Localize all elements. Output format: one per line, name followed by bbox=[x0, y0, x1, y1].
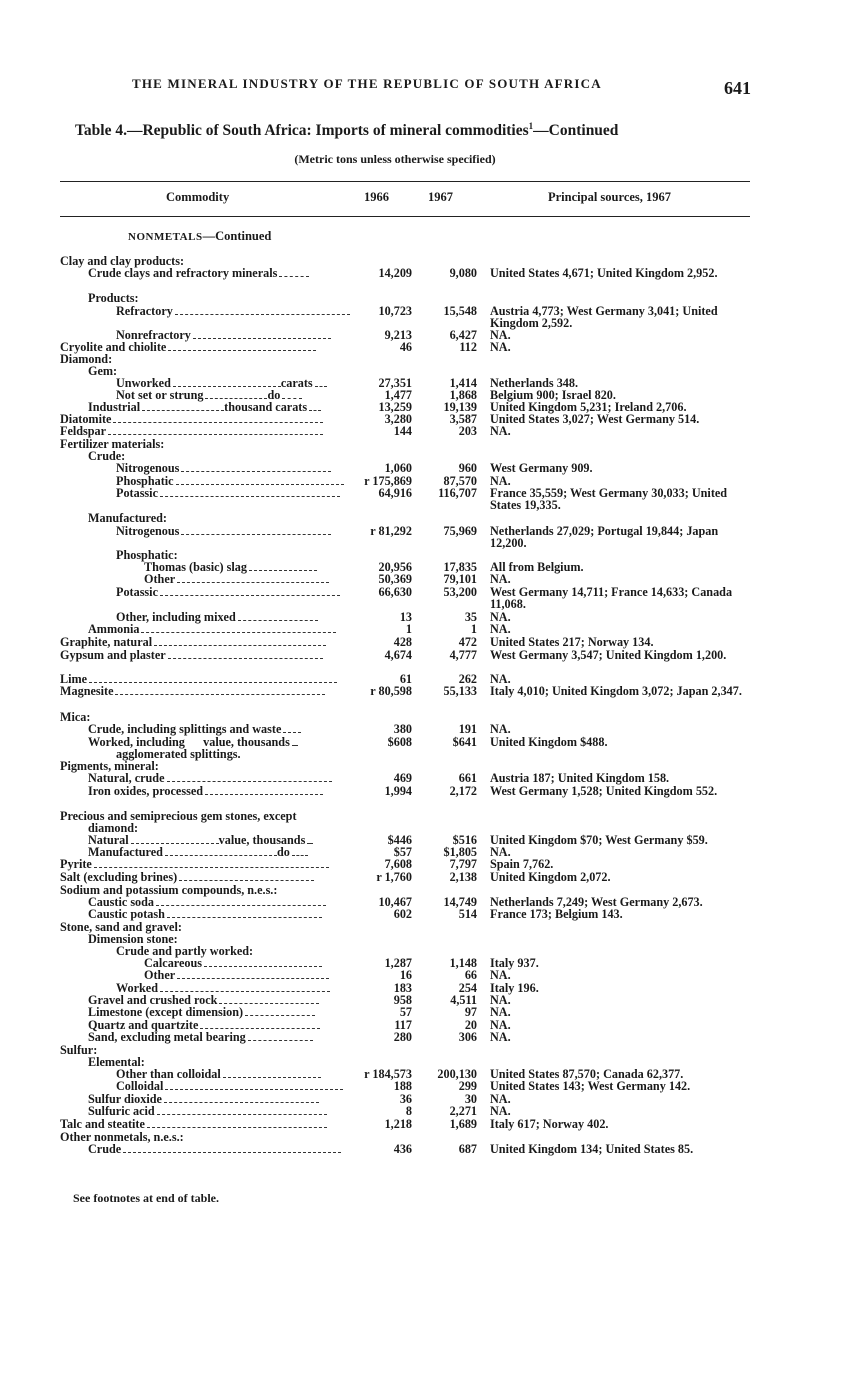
commodity-label: Other nonmetals, n.e.s.: bbox=[60, 1130, 184, 1144]
leader-dots bbox=[177, 573, 329, 583]
value-1966: 117 bbox=[394, 1018, 412, 1032]
commodity-cell bbox=[144, 573, 329, 586]
leader-dots bbox=[141, 623, 336, 633]
commodity-label: Cryolite and chiolite bbox=[60, 340, 167, 354]
commodity-label: Manufactured: bbox=[88, 511, 167, 525]
value-1967: 116,707 bbox=[438, 486, 477, 500]
leader-dots bbox=[160, 982, 330, 992]
commodity-label: Manufactured bbox=[88, 845, 163, 859]
value-1967: 2,138 bbox=[449, 870, 477, 884]
leader-dots bbox=[245, 1006, 315, 1016]
value-1966: 602 bbox=[393, 907, 412, 921]
leader-dots bbox=[279, 267, 309, 277]
leader-dots bbox=[113, 413, 323, 423]
value-1967: 79,101 bbox=[443, 572, 477, 586]
value-1966: 36 bbox=[399, 1092, 412, 1106]
unit-label: thousand carats bbox=[224, 400, 308, 414]
commodity-label: Dimension stone: bbox=[88, 932, 178, 946]
commodity-label: Sulfur dioxide bbox=[88, 1092, 162, 1106]
value-1967: 254 bbox=[458, 981, 477, 995]
table-header-rule bbox=[60, 216, 750, 217]
value-1966: 1 bbox=[405, 622, 412, 636]
leader-dots bbox=[309, 401, 321, 411]
commodity-label: Stone, sand and gravel: bbox=[60, 920, 182, 934]
leader-dots bbox=[165, 846, 277, 856]
value-1966: 8 bbox=[405, 1104, 412, 1118]
principal-sources: Italy 617; Norway 402. bbox=[490, 1117, 609, 1131]
commodity-label: Sulfuric acid bbox=[88, 1104, 155, 1118]
leader-dots bbox=[292, 846, 308, 856]
commodity-label: Crude clays and refractory minerals bbox=[88, 266, 278, 280]
leader-dots bbox=[115, 685, 325, 695]
commodity-label: Limestone (except dimension) bbox=[88, 1005, 244, 1019]
principal-sources: United Kingdom $70; West Germany $59. bbox=[490, 833, 708, 847]
value-1967: 9,080 bbox=[449, 266, 477, 280]
commodity-cell bbox=[116, 586, 340, 599]
table-top-rule bbox=[60, 181, 750, 182]
leader-dots bbox=[89, 673, 337, 683]
table-title-text: Table 4.—Republic of South Africa: Imports of mineral commodities bbox=[75, 122, 529, 140]
principal-sources: United Kingdom 5,231; Ireland 2,706. bbox=[490, 400, 687, 414]
value-1966: 436 bbox=[393, 1142, 412, 1156]
principal-sources: All from Belgium. bbox=[490, 560, 584, 574]
table-row bbox=[0, 1031, 857, 1045]
leader-dots bbox=[156, 896, 326, 906]
principal-sources: Netherlands 27,029; Portugal 19,844; Japan 12,200. bbox=[490, 524, 719, 550]
value-1967: $516 bbox=[452, 833, 477, 847]
leader-dots bbox=[157, 1105, 327, 1115]
value-1967: 17,835 bbox=[443, 560, 477, 574]
commodity-cell bbox=[116, 525, 331, 538]
commodity-label: Thomas (basic) slag bbox=[144, 560, 247, 574]
commodity-label: Elemental: bbox=[88, 1055, 145, 1069]
leader-dots bbox=[315, 377, 327, 387]
value-1966: 1,060 bbox=[384, 461, 412, 475]
section-heading-suffix: —Continued bbox=[202, 229, 272, 243]
commodity-label: Natural, crude bbox=[88, 771, 165, 785]
value-1966: 1,994 bbox=[384, 784, 412, 798]
principal-sources: Austria 187; United Kingdom 158. bbox=[490, 771, 670, 785]
value-1966: r 184,573 bbox=[364, 1067, 412, 1081]
commodity-label: Crude: bbox=[88, 449, 126, 463]
value-1966: 13 bbox=[399, 610, 412, 624]
commodity-cell bbox=[116, 487, 340, 500]
commodity-label: Other bbox=[144, 968, 176, 982]
value-1967: 4,777 bbox=[449, 648, 477, 662]
commodity-label: Gravel and crushed rock bbox=[88, 993, 218, 1007]
value-1966: 428 bbox=[393, 635, 412, 649]
leader-dots bbox=[142, 401, 224, 411]
commodity-label: Calcareous bbox=[144, 956, 202, 970]
value-1966: 16 bbox=[399, 968, 412, 982]
page-number: 641 bbox=[724, 78, 751, 98]
value-1966: 1,287 bbox=[384, 956, 412, 970]
leader-dots bbox=[181, 525, 331, 535]
value-1967: 66 bbox=[464, 968, 477, 982]
leader-dots bbox=[248, 1031, 313, 1041]
value-1966: 380 bbox=[393, 722, 412, 736]
table-row bbox=[0, 585, 857, 611]
leader-dots bbox=[167, 908, 322, 918]
leader-dots bbox=[160, 586, 340, 596]
value-1967: 4,511 bbox=[450, 993, 477, 1007]
value-1966: 61 bbox=[399, 672, 412, 686]
value-1966: 20,956 bbox=[378, 560, 412, 574]
commodity-label: Nitrogenous bbox=[116, 524, 180, 538]
principal-sources: NA. bbox=[490, 1018, 511, 1032]
table-row bbox=[0, 1143, 857, 1157]
principal-sources: Belgium 900; Israel 820. bbox=[490, 388, 616, 402]
principal-sources: Italy 937. bbox=[490, 956, 539, 970]
value-1967: 20 bbox=[464, 1018, 477, 1032]
commodity-label: Talc and steatite bbox=[60, 1117, 145, 1131]
principal-sources: United States 143; West Germany 142. bbox=[490, 1079, 691, 1093]
value-1967: 262 bbox=[458, 672, 477, 686]
unit-label: carats bbox=[280, 376, 313, 390]
leader-dots bbox=[283, 723, 301, 733]
principal-sources: NA. bbox=[490, 722, 511, 736]
value-1967: 30 bbox=[464, 1092, 477, 1106]
value-1966: r 80,598 bbox=[370, 684, 412, 698]
principal-sources: France 173; Belgium 143. bbox=[490, 907, 623, 921]
commodity-label: Crude, including splittings and waste bbox=[88, 722, 282, 736]
leader-dots bbox=[193, 329, 331, 339]
leader-dots bbox=[181, 462, 331, 472]
value-1966: 64,916 bbox=[378, 486, 412, 500]
commodity-cell bbox=[116, 305, 350, 318]
commodity-label: Not set or strung bbox=[116, 388, 204, 402]
principal-sources: NA. bbox=[490, 1030, 511, 1044]
value-1966: 188 bbox=[393, 1079, 412, 1093]
principal-sources: Italy 196. bbox=[490, 981, 539, 995]
leader-dots bbox=[307, 834, 313, 844]
value-1967: 1,414 bbox=[449, 376, 477, 390]
commodity-cell bbox=[88, 1143, 341, 1156]
column-header-1966: 1966 bbox=[364, 190, 389, 204]
commodity-label: Graphite, natural bbox=[60, 635, 153, 649]
commodity-label: Industrial bbox=[88, 400, 141, 414]
column-header-sources: Principal sources, 1967 bbox=[548, 190, 672, 204]
commodity-cell bbox=[88, 267, 309, 280]
commodity-label: Fertilizer materials: bbox=[60, 437, 165, 451]
value-1967: 35 bbox=[464, 610, 477, 624]
commodity-label: Caustic potash bbox=[88, 907, 165, 921]
commodity-label: Refractory bbox=[116, 304, 173, 318]
commodity-label: Iron oxides, processed bbox=[88, 784, 204, 798]
value-1966: $608 bbox=[387, 735, 412, 749]
principal-sources: United Kingdom 2,072. bbox=[490, 870, 611, 884]
leader-dots bbox=[223, 1068, 321, 1078]
table-title bbox=[75, 121, 775, 140]
unit-label: do bbox=[276, 845, 290, 859]
value-1967: $1,805 bbox=[443, 845, 477, 859]
value-1966: 57 bbox=[399, 1005, 412, 1019]
leader-dots bbox=[167, 772, 332, 782]
principal-sources: NA. bbox=[490, 1005, 511, 1019]
principal-sources: France 35,559; West Germany 30,033; United States 19,335. bbox=[490, 486, 728, 512]
value-1966: 469 bbox=[393, 771, 412, 785]
commodity-label: Salt (excluding brines) bbox=[60, 870, 178, 884]
table-subtitle: (Metric tons unless otherwise specified) bbox=[294, 152, 496, 166]
value-1966: 183 bbox=[393, 981, 412, 995]
value-1966: 4,674 bbox=[384, 648, 412, 662]
value-1966: 3,280 bbox=[384, 412, 412, 426]
commodity-cell bbox=[88, 785, 323, 798]
value-1966: 27,351 bbox=[378, 376, 412, 390]
leader-dots bbox=[168, 341, 316, 351]
commodity-label: Precious and semiprecious gem stones, except bbox=[60, 809, 297, 823]
commodity-cell bbox=[60, 685, 325, 698]
principal-sources: Austria 4,773; West Germany 3,041; United Kingdom 2,592. bbox=[490, 304, 718, 330]
table-row bbox=[0, 524, 857, 550]
commodity-label: Gem: bbox=[88, 364, 118, 378]
leader-dots bbox=[219, 994, 319, 1004]
commodity-cell bbox=[88, 1031, 313, 1044]
commodity-label: Worked bbox=[116, 981, 158, 995]
commodity-cell bbox=[60, 649, 323, 662]
running-header: THE MINERAL INDUSTRY OF THE REPUBLIC OF SOUTH AFRICA bbox=[132, 76, 602, 91]
value-1967: 200,130 bbox=[437, 1067, 477, 1081]
commodity-label: Sodium and potassium compounds, n.e.s.: bbox=[60, 883, 278, 897]
leader-dots bbox=[165, 1080, 343, 1090]
principal-sources: United States 4,671; United Kingdom 2,952. bbox=[490, 266, 718, 280]
principal-sources: NA. bbox=[490, 340, 511, 354]
value-1966: 10,723 bbox=[378, 304, 412, 318]
value-1967: 112 bbox=[459, 340, 477, 354]
value-1967: $641 bbox=[452, 735, 477, 749]
principal-sources: United Kingdom $488. bbox=[490, 735, 608, 749]
value-1967: 472 bbox=[458, 635, 477, 649]
value-1967: 1,689 bbox=[449, 1117, 477, 1131]
value-1967: 53,200 bbox=[443, 585, 477, 599]
value-1967: 2,172 bbox=[449, 784, 477, 798]
principal-sources: United States 87,570; Canada 62,377. bbox=[490, 1067, 684, 1081]
leader-dots bbox=[177, 969, 329, 979]
principal-sources: United States 217; Norway 134. bbox=[490, 635, 654, 649]
table-title-suffix: —Continued bbox=[533, 122, 619, 140]
principal-sources: Italy 4,010; United Kingdom 3,072; Japan 2,347. bbox=[490, 684, 742, 698]
commodity-label: Crude bbox=[88, 1142, 122, 1156]
value-1967: 55,133 bbox=[443, 684, 477, 698]
value-1967: 19,139 bbox=[443, 400, 477, 414]
leader-dots bbox=[205, 389, 267, 399]
leader-dots bbox=[175, 305, 350, 315]
commodity-label: Phosphatic bbox=[116, 474, 174, 488]
leader-dots bbox=[282, 389, 302, 399]
value-1966: 958 bbox=[393, 993, 412, 1007]
value-1966: 13,259 bbox=[378, 400, 412, 414]
commodity-label: Ammonia bbox=[88, 622, 140, 636]
principal-sources: NA. bbox=[490, 474, 511, 488]
value-1966: 50,369 bbox=[378, 572, 412, 586]
value-1967: 661 bbox=[458, 771, 477, 785]
principal-sources: West Germany 14,711; France 14,633; Canada 11,068. bbox=[490, 585, 733, 611]
principal-sources: NA. bbox=[490, 993, 511, 1007]
value-1967: 2,271 bbox=[449, 1104, 477, 1118]
principal-sources: NA. bbox=[490, 968, 511, 982]
value-1966: 280 bbox=[393, 1030, 412, 1044]
commodity-label: Sand, excluding metal bearing bbox=[88, 1030, 246, 1044]
value-1966: $446 bbox=[387, 833, 412, 847]
principal-sources: West Germany 1,528; United Kingdom 552. bbox=[490, 784, 718, 798]
principal-sources: NA. bbox=[490, 845, 511, 859]
value-1966: 66,630 bbox=[378, 585, 412, 599]
principal-sources: NA. bbox=[490, 622, 511, 636]
value-1967: 3,587 bbox=[449, 412, 477, 426]
commodity-label: Pyrite bbox=[60, 857, 92, 871]
commodity-label: Other than colloidal bbox=[116, 1067, 221, 1081]
commodity-label: diamond: bbox=[88, 821, 139, 835]
leader-dots bbox=[164, 1093, 319, 1103]
value-1966: 7,608 bbox=[384, 857, 412, 871]
leader-dots bbox=[160, 487, 340, 497]
principal-sources: United Kingdom 134; United States 85. bbox=[490, 1142, 694, 1156]
leader-dots bbox=[179, 871, 314, 881]
leader-dots bbox=[205, 785, 323, 795]
commodity-label: Sulfur: bbox=[60, 1043, 98, 1057]
commodity-label: Mica: bbox=[60, 710, 91, 724]
section-heading-label: NONMETALS bbox=[128, 231, 203, 243]
leader-dots bbox=[154, 636, 326, 646]
value-1967: 97 bbox=[464, 1005, 477, 1019]
unit-label: do bbox=[267, 388, 281, 402]
value-1967: 7,797 bbox=[449, 857, 477, 871]
commodity-label: Phosphatic: bbox=[116, 548, 178, 562]
value-1967: 1 bbox=[470, 622, 477, 636]
value-1966: r 1,760 bbox=[376, 870, 412, 884]
value-1967: 299 bbox=[458, 1079, 477, 1093]
value-1966: 1,477 bbox=[384, 388, 412, 402]
commodity-label: Pigments, mineral: bbox=[60, 759, 159, 773]
table-row bbox=[0, 685, 857, 699]
leader-dots bbox=[147, 1118, 327, 1128]
leader-dots bbox=[108, 425, 323, 435]
commodity-label: Diatomite bbox=[60, 412, 112, 426]
leader-dots bbox=[200, 1019, 320, 1029]
principal-sources: NA. bbox=[490, 610, 511, 624]
commodity-label: Diamond: bbox=[60, 352, 113, 366]
principal-sources: NA. bbox=[490, 672, 511, 686]
commodity-label: Other, including mixed bbox=[116, 610, 236, 624]
value-1966: 10,467 bbox=[378, 895, 412, 909]
value-1967: 306 bbox=[458, 1030, 477, 1044]
principal-sources: West Germany 3,547; United Kingdom 1,200. bbox=[490, 648, 727, 662]
commodity-label: Natural bbox=[88, 833, 129, 847]
value-1967: 14,749 bbox=[443, 895, 477, 909]
commodity-label: Products: bbox=[88, 291, 139, 305]
value-1966: $57 bbox=[393, 845, 412, 859]
unit-label: value, thousands bbox=[218, 833, 306, 847]
value-1966: 144 bbox=[393, 424, 412, 438]
commodity-label: Unworked bbox=[116, 376, 171, 390]
value-1966: 9,213 bbox=[384, 328, 412, 342]
commodity-label: Potassic bbox=[116, 585, 158, 599]
commodity-label: Clay and clay products: bbox=[60, 254, 185, 268]
value-1966: r 175,869 bbox=[364, 474, 412, 488]
principal-sources: United States 3,027; West Germany 514. bbox=[490, 412, 700, 426]
commodity-label: Quartz and quartzite bbox=[88, 1018, 199, 1032]
principal-sources: Spain 7,762. bbox=[490, 857, 554, 871]
value-1967: 1,868 bbox=[449, 388, 477, 402]
commodity-label: agglomerated splittings. bbox=[116, 747, 241, 761]
table-row bbox=[0, 304, 857, 330]
value-1967: 15,548 bbox=[443, 304, 477, 318]
table-row bbox=[0, 267, 857, 281]
value-1966: 14,209 bbox=[378, 266, 412, 280]
value-1966: 46 bbox=[399, 340, 412, 354]
leader-dots bbox=[131, 834, 219, 844]
commodity-label: Other bbox=[144, 572, 176, 586]
section-heading bbox=[128, 229, 271, 244]
value-1967: 203 bbox=[458, 424, 477, 438]
leader-dots bbox=[249, 561, 317, 571]
table-row bbox=[0, 649, 857, 663]
commodity-label: Colloidal bbox=[116, 1079, 164, 1093]
principal-sources: Netherlands 348. bbox=[490, 376, 579, 390]
commodity-label: Feldspar bbox=[60, 424, 107, 438]
principal-sources: NA. bbox=[490, 328, 511, 342]
commodity-label: Nonrefractory bbox=[116, 328, 191, 342]
table-title-footnote-mark: 1 bbox=[528, 121, 534, 131]
value-1966: r 81,292 bbox=[370, 524, 412, 538]
principal-sources: NA. bbox=[490, 1104, 511, 1118]
column-header-1967: 1967 bbox=[428, 190, 453, 204]
commodity-label: Worked, including value, thousands bbox=[88, 735, 290, 749]
principal-sources: NA. bbox=[490, 424, 511, 438]
value-1967: 75,969 bbox=[443, 524, 477, 538]
value-1967: 87,570 bbox=[443, 474, 477, 488]
leader-dots bbox=[176, 475, 344, 485]
leader-dots bbox=[94, 858, 329, 868]
value-1967: 1,148 bbox=[449, 956, 477, 970]
commodity-label: Crude and partly worked: bbox=[116, 944, 254, 958]
table-row bbox=[0, 785, 857, 799]
commodity-label: Potassic bbox=[116, 486, 158, 500]
value-1967: 191 bbox=[458, 722, 477, 736]
leader-dots bbox=[173, 377, 281, 387]
leader-dots bbox=[238, 611, 318, 621]
principal-sources: NA. bbox=[490, 1092, 511, 1106]
commodity-label: Caustic soda bbox=[88, 895, 155, 909]
leader-dots bbox=[123, 1143, 341, 1153]
value-1967: 6,427 bbox=[449, 328, 477, 342]
principal-sources: West Germany 909. bbox=[490, 461, 593, 475]
commodity-label: Lime bbox=[60, 672, 88, 686]
value-1967: 514 bbox=[458, 907, 477, 921]
principal-sources: NA. bbox=[490, 572, 511, 586]
commodity-label: Gypsum and plaster bbox=[60, 648, 166, 662]
commodity-label: Nitrogenous bbox=[116, 461, 180, 475]
table-row bbox=[0, 486, 857, 512]
commodity-label: Magnesite bbox=[60, 684, 114, 698]
leader-dots bbox=[204, 957, 322, 967]
value-1967: 960 bbox=[458, 461, 477, 475]
column-header-commodity: Commodity bbox=[166, 190, 230, 204]
principal-sources: Netherlands 7,249; West Germany 2,673. bbox=[490, 895, 703, 909]
leader-dots bbox=[292, 736, 298, 746]
commodity-cell bbox=[144, 969, 329, 982]
footnote-reference: See footnotes at end of table. bbox=[73, 1191, 219, 1205]
value-1966: 1,218 bbox=[384, 1117, 412, 1131]
value-1967: 687 bbox=[458, 1142, 477, 1156]
leader-dots bbox=[168, 649, 323, 659]
